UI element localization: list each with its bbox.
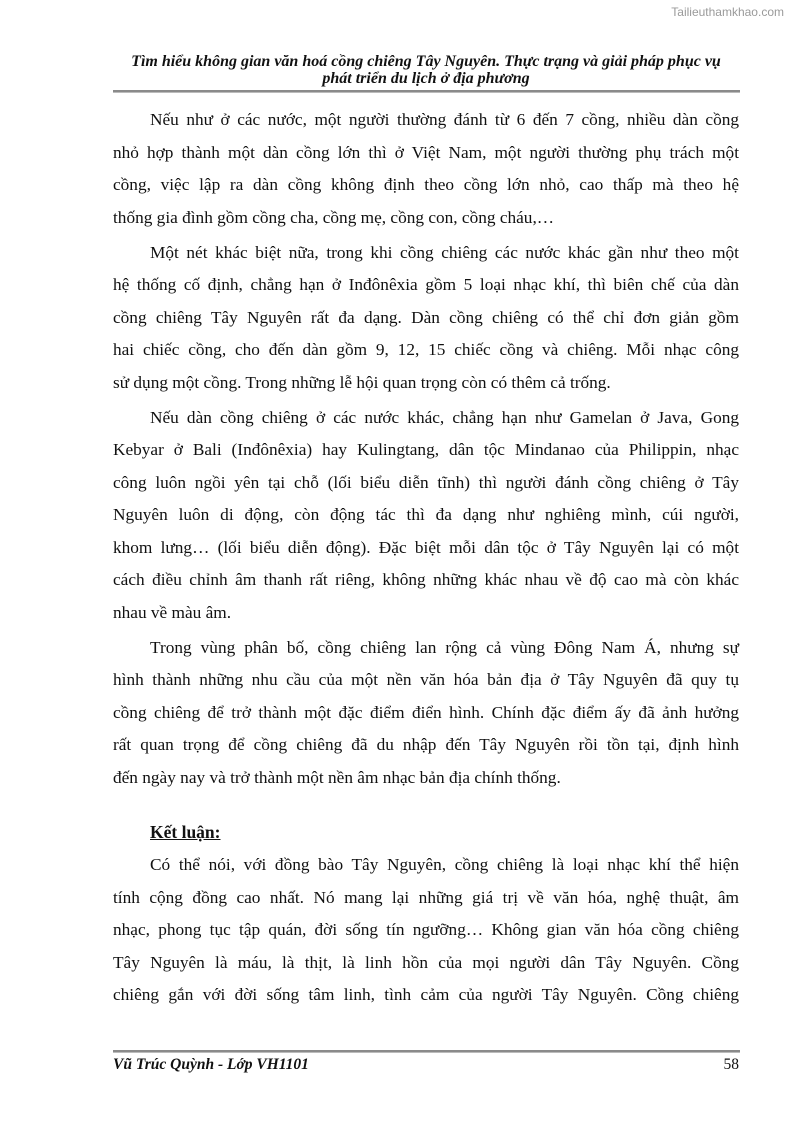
- text-line: nhau về màu âm.: [113, 602, 232, 622]
- text-line: công luôn ngồi yên tại chỗ (lối biểu diễn tĩnh) thì người đánh cồng chiêng ở Tây: [113, 472, 739, 492]
- paragraph: [113, 402, 739, 630]
- text-line: Kebyar ở Bali (Inđônêxia) hay Kulingtang, dân tộc Mindanao của Philippin, nhạc: [113, 440, 739, 459]
- text-line: thống gia đình gồm cồng cha, cồng mẹ, cồng con, cồng cháu,…: [113, 207, 555, 227]
- text-line: Tây Nguyên là máu, là thịt, là linh hồn của mọi người dân Tây Nguyên. Cồng: [113, 952, 739, 972]
- text-line: rất quan trọng để cồng chiêng đã du nhập đến Tây Nguyên rồi tồn tại, định hình: [113, 735, 739, 754]
- conclusion-paragraphs: [113, 849, 739, 1012]
- text-line: cồng chiêng Tây Nguyên rất đa dạng. Dàn cồng chiêng có thể chỉ đơn giản gồm: [113, 307, 739, 327]
- text-line: Nếu dàn cồng chiêng ở các nước khác, chẳng hạn như Gamelan ở Java, Gong: [150, 407, 739, 427]
- text-line: cồng chiêng để trở thành một đặc điểm điển hình. Chính đặc điểm ấy đã ảnh hưởng: [113, 702, 739, 722]
- text-line: Có thể nói, với đồng bào Tây Nguyên, cồng chiêng là loại nhạc khí thể hiện: [150, 855, 739, 874]
- text-line: nhạc, phong tục tập quán, đời sống tín ngưỡng… Không gian văn hóa cồng chiêng: [113, 920, 739, 939]
- text-line: đến ngày nay và trở thành một nền âm nhạc bản địa chính thống.: [113, 767, 561, 787]
- text-line: Nguyên luôn di động, còn động tác thì đa dạng như nghiêng mình, cúi người,: [113, 505, 739, 524]
- header-title-line-1: Tìm hiểu không gian văn hoá cồng chiêng Tây Nguyên. Thực trạng và giải pháp phục vụ: [131, 53, 721, 70]
- text-line: sử dụng một cồng. Trong những lễ hội quan trọng còn có thêm cả trống.: [113, 372, 611, 392]
- text-line: hình thành những nhu cầu của một nền văn hóa bản địa ở Tây Nguyên đã quy tụ: [113, 670, 739, 689]
- text-line: tính cộng đồng cao nhất. Nó mang lại những giá trị về văn hóa, nghệ thuật, âm: [113, 887, 739, 907]
- watermark: Tailieuthamkhao.com: [671, 5, 784, 19]
- body-paragraphs: [113, 104, 739, 794]
- footer-author: Vũ Trúc Quỳnh - Lớp VH1101: [113, 1056, 309, 1073]
- text-line: cồng, việc lập ra dàn cồng không định theo cồng lớn nhỏ, cao thấp mà theo hệ: [113, 175, 739, 194]
- header-title-line-2: phát triển du lịch ở địa phương: [322, 70, 530, 87]
- text-line: nhỏ hợp thành một dàn cồng lớn thì ở Việt Nam, một người thường phụ trách một: [113, 142, 739, 162]
- text-line: khom lưng… (lối biểu diễn động). Đặc biệt mỗi dân tộc ở Tây Nguyên lại có một: [113, 537, 739, 557]
- paragraph: [113, 104, 739, 234]
- page-footer: [113, 1056, 739, 1074]
- conclusion-heading: Kết luận:: [150, 822, 221, 842]
- text-line: cách điều chỉnh âm thanh rất riêng, không những khác nhau về độ cao mà còn khác: [113, 570, 739, 589]
- paragraph: [113, 237, 739, 400]
- footer-rule: [113, 1050, 740, 1053]
- text-line: Một nét khác biệt nữa, trong khi cồng chiêng các nước khác gần như theo một: [150, 242, 739, 262]
- paragraph: [113, 849, 739, 1012]
- text-line: Nếu như ở các nước, một người thường đánh từ 6 đến 7 cồng, nhiều dàn cồng: [150, 110, 739, 129]
- header-rule: [113, 90, 740, 93]
- running-header: [113, 53, 739, 87]
- text-line: chiêng gắn với đời sống tâm linh, tình cảm của người Tây Nguyên. Cồng chiêng: [113, 985, 739, 1004]
- page-number: 58: [723, 1056, 739, 1073]
- page-body: [113, 104, 739, 1014]
- paragraph: [113, 632, 739, 795]
- text-line: Trong vùng phân bố, cồng chiêng lan rộng cả vùng Đông Nam Á, nhưng sự: [150, 637, 739, 657]
- text-line: hai chiếc cồng, cho đến dàn gồm 9, 12, 15 chiếc cồng và chiêng. Mỗi nhạc công: [113, 340, 739, 359]
- text-line: hệ thống cố định, chẳng hạn ở Inđônêxia gồm 5 loại nhạc khí, thì biên chế của dàn: [113, 275, 739, 294]
